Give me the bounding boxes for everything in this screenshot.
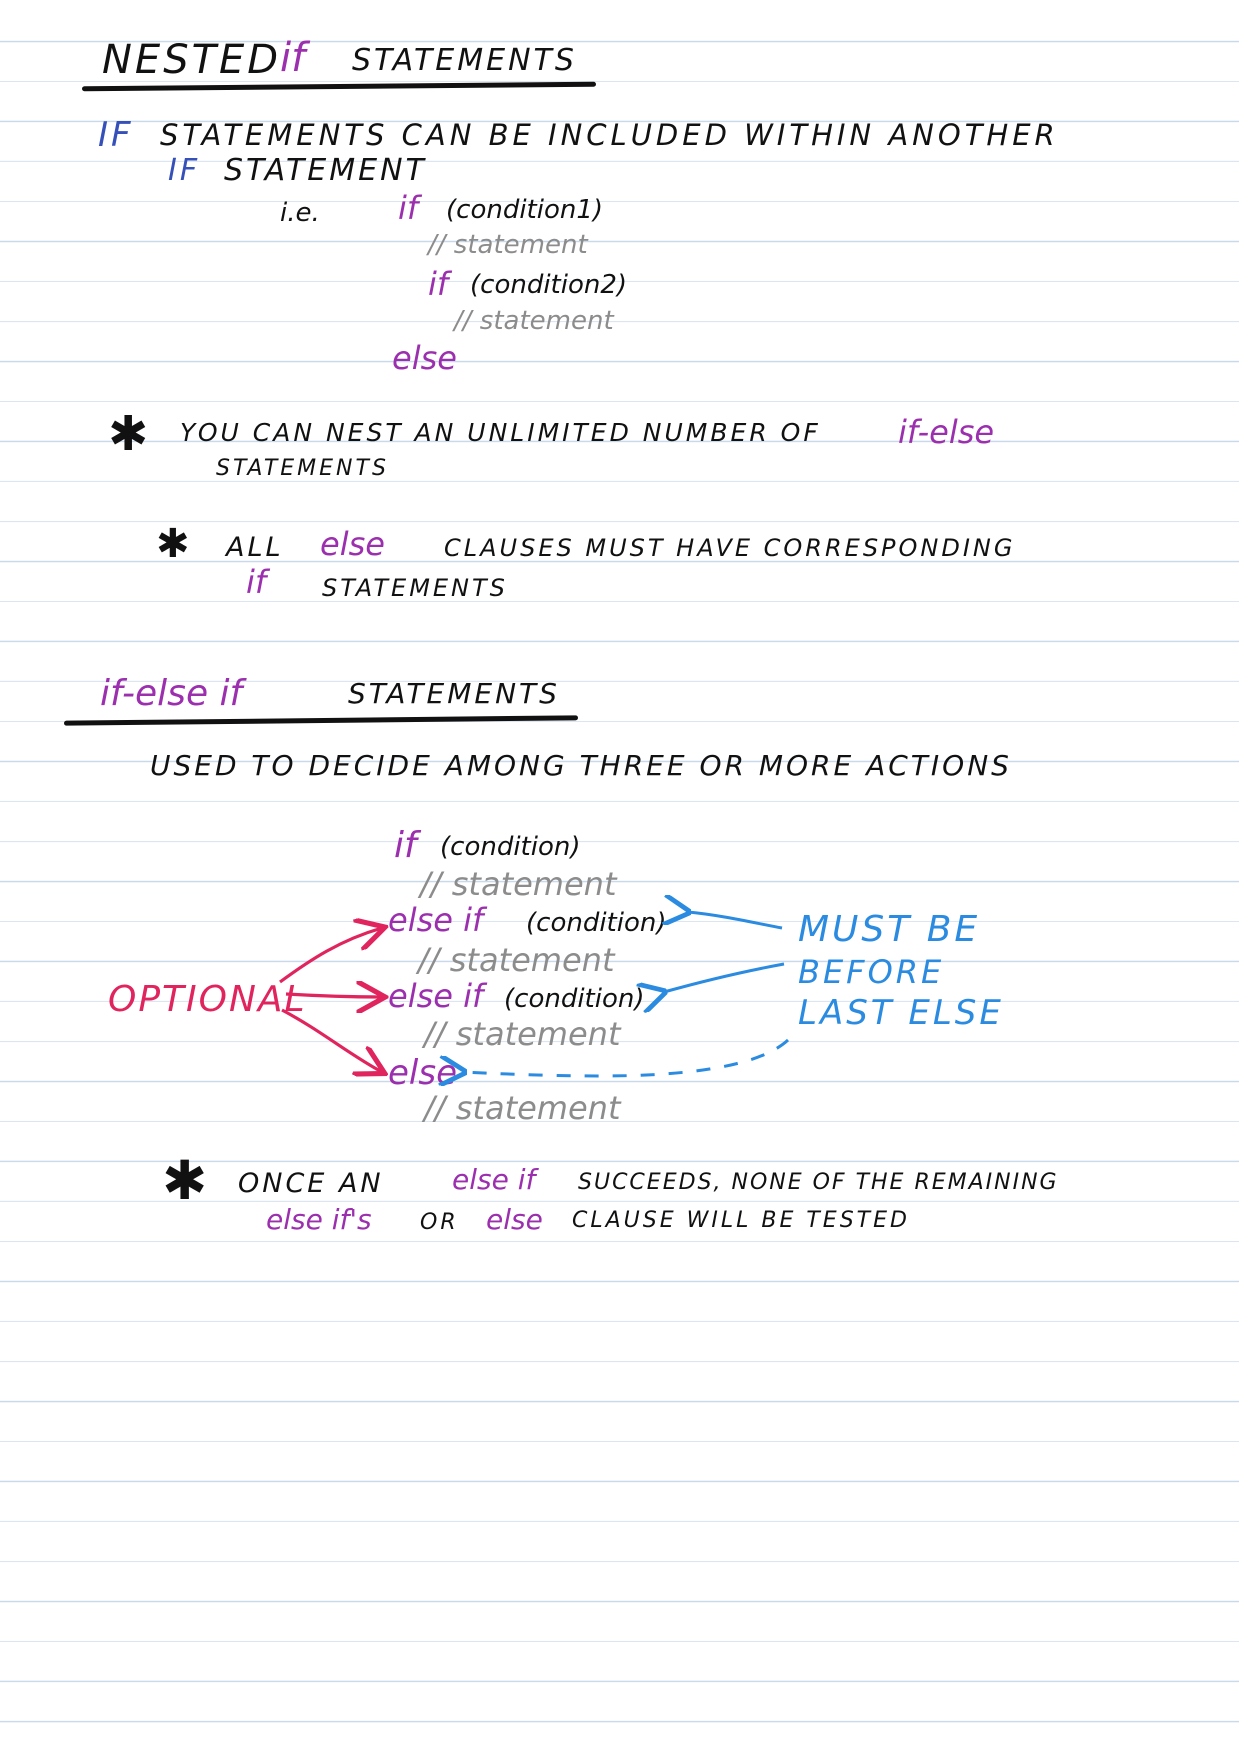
intro-text-2: STATEMENT — [224, 153, 427, 188]
code-if-keyword: if — [428, 265, 449, 303]
asterisk-icon: ✱ — [162, 1149, 208, 1212]
code-condition: (condition) — [504, 984, 645, 1014]
intro-keyword-if: IF — [98, 115, 134, 155]
must-be-arrow-1 — [688, 912, 782, 928]
must-be-arrow-2 — [664, 964, 784, 992]
note3-keyword-else: else — [486, 1203, 543, 1236]
code-if-keyword: if — [398, 189, 419, 227]
ie-label: i.e. — [280, 198, 320, 228]
title-keyword-if: if — [280, 35, 306, 81]
asterisk-icon: ✱ — [108, 406, 149, 462]
note2-text-b: CLAUSES MUST HAVE CORRESPONDING — [444, 534, 1016, 562]
code-else-if-keyword: else if — [388, 977, 484, 1015]
note2-keyword-else: else — [320, 525, 385, 563]
note3-keyword-else-if: else if — [452, 1163, 536, 1196]
note2-text-2: STATEMENTS — [322, 574, 508, 602]
note2-text: ALL — [226, 532, 284, 563]
note3-text-2: SUCCEEDS, NONE OF THE REMAINING — [578, 1170, 1059, 1195]
note2-keyword-if: if — [246, 563, 267, 601]
note3-keyword-else-ifs: else if's — [266, 1203, 372, 1236]
code-else-keyword: else — [388, 1053, 457, 1093]
code-if-keyword: if — [394, 825, 417, 866]
optional-annotation: OPTIONAL — [108, 979, 307, 1020]
title-word-nested: NESTED — [102, 37, 282, 83]
code-else-if-keyword: else if — [388, 901, 484, 939]
code-comment: // statement — [418, 941, 615, 979]
note1-text-2: STATEMENTS — [216, 456, 389, 481]
section2-intro: USED TO DECIDE AMONG THREE OR MORE ACTIONS — [150, 749, 1012, 782]
code-condition: (condition) — [526, 908, 667, 938]
title-keyword-if-else-if: if-else if — [100, 673, 243, 714]
optional-arrow-1 — [280, 928, 382, 982]
must-be-line-2: BEFORE — [798, 953, 945, 991]
title-underline — [82, 82, 596, 91]
note1-keyword: if-else — [898, 413, 995, 451]
code-else-keyword: else — [392, 339, 457, 377]
title-word-statements: STATEMENTS — [352, 43, 577, 78]
must-be-line-1: MUST BE — [798, 909, 981, 950]
note3-text-3: OR — [420, 1210, 459, 1235]
code-condition2: (condition2) — [470, 270, 628, 300]
code-comment: // statement — [428, 230, 588, 260]
code-comment: // statement — [424, 1015, 621, 1053]
intro-text: STATEMENTS CAN BE INCLUDED WITHIN ANOTHER — [160, 118, 1059, 152]
code-condition: (condition) — [440, 832, 581, 862]
code-comment: // statement — [420, 865, 617, 903]
must-be-line-3: LAST ELSE — [798, 993, 1004, 1033]
note3-text-4: CLAUSE WILL BE TESTED — [572, 1208, 910, 1233]
intro-keyword-if-2: IF — [168, 153, 201, 188]
code-comment: // statement — [424, 1089, 621, 1127]
title-word-statements: STATEMENTS — [348, 677, 560, 710]
code-condition1: (condition1) — [446, 195, 604, 225]
asterisk-icon: ✱ — [156, 521, 190, 567]
note1-text: YOU CAN NEST AN UNLIMITED NUMBER OF — [180, 418, 821, 447]
note3-text-1: ONCE AN — [238, 1168, 384, 1199]
title-underline — [64, 715, 578, 725]
code-comment: // statement — [454, 306, 614, 336]
